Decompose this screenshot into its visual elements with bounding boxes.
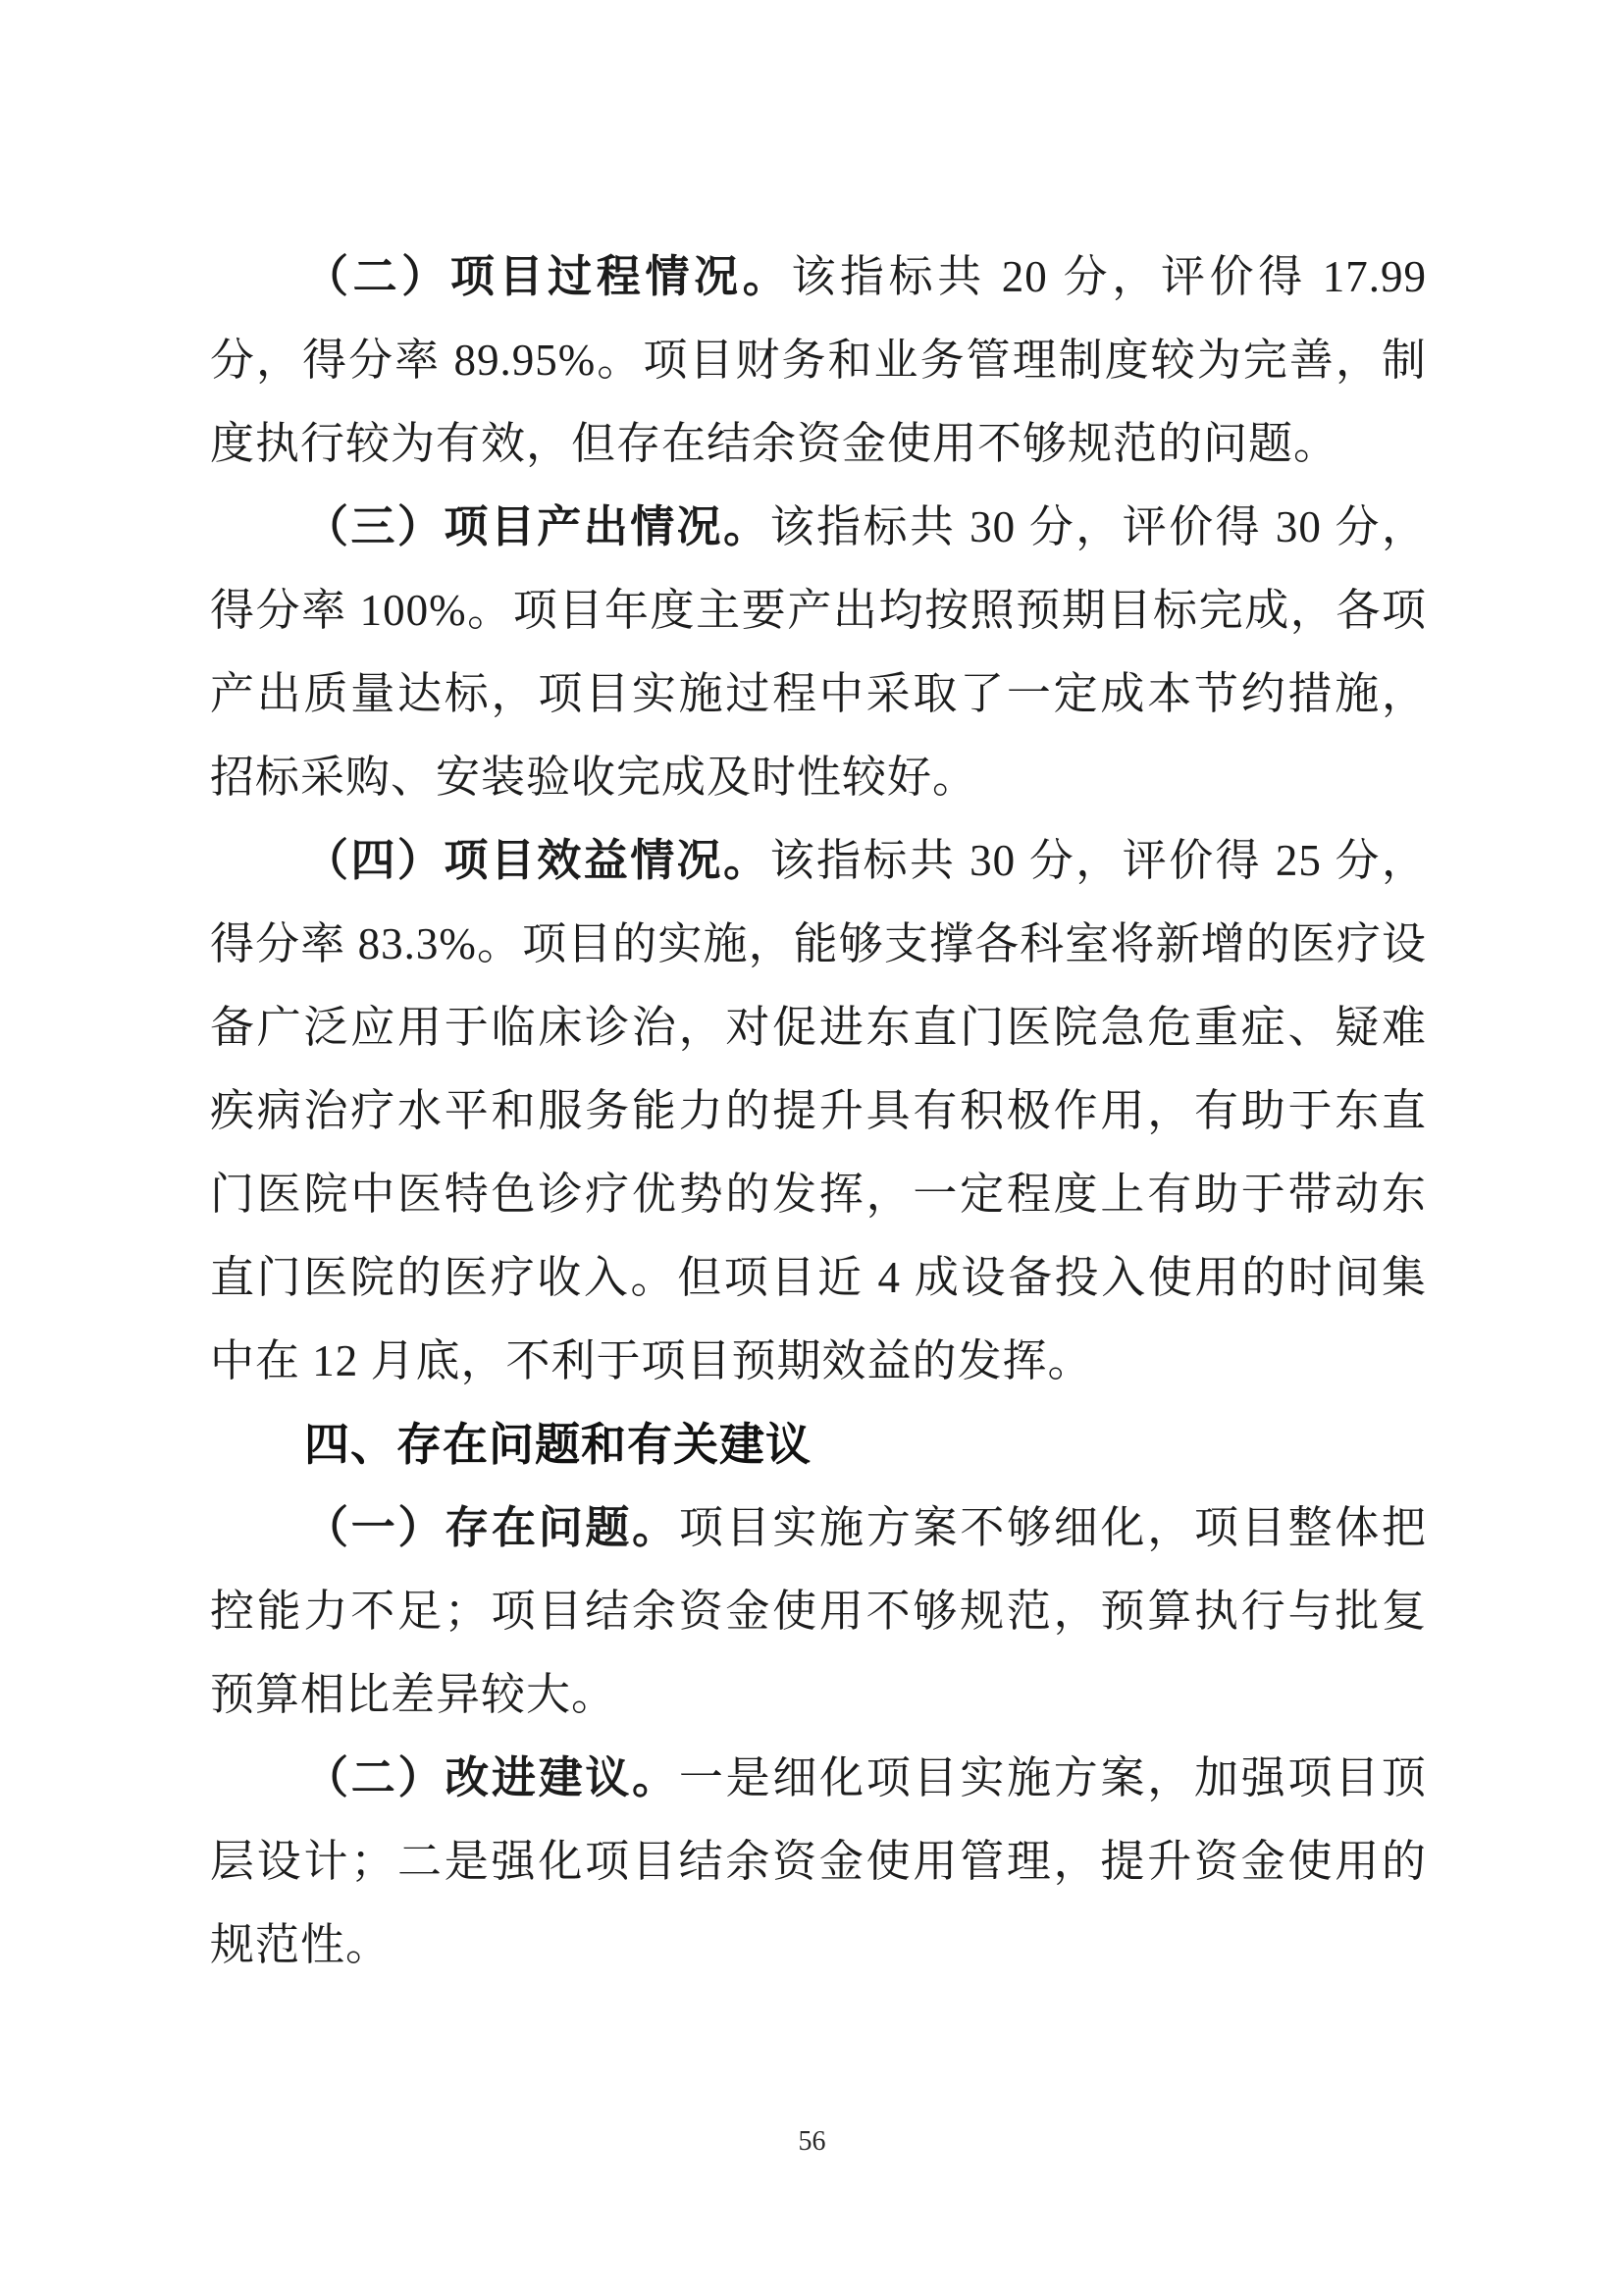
- paragraph-existing-problems: [210, 1487, 1427, 1737]
- paragraph-body-project-process: 该指标共 20 分，评价得 17.99 分，得分率 89.95%。项目财务和业务管理制度较为完善，制度执行较为有效，但存在结余资金使用不够规范的问题。: [210, 252, 1427, 468]
- paragraph-lead-improvement-suggestions: （二）改进建议。: [304, 1753, 679, 1802]
- paragraph-lead-project-benefit: （四）项目效益情况。: [304, 836, 770, 885]
- paragraph-body-project-output: 该指标共 30 分，评价得 30 分，得分率 100%。项目年度主要产出均按照预期目标完成，各项产出质量达标，项目实施过程中采取了一定成本节约措施，招标采购、安装验收完成及时性较好。: [210, 502, 1427, 802]
- paragraph-project-benefit: [210, 819, 1427, 1403]
- paragraph-project-output: [210, 486, 1427, 819]
- paragraph-improvement-suggestions: [210, 1737, 1427, 1987]
- document-content: [210, 235, 1427, 1987]
- paragraph-lead-project-output: （三）项目产出情况。: [304, 502, 770, 551]
- paragraph-lead-project-process: （二）项目过程情况。: [304, 252, 792, 301]
- page-number: 56: [798, 2126, 826, 2157]
- paragraph-body-project-benefit: 该指标共 30 分，评价得 25 分，得分率 83.3%。项目的实施，能够支撑各科室将新增的医疗设备广泛应用于临床诊治，对促进东直门医院急危重症、疑难疾病治疗水平和服务能力的提升具有积极作用，有助于东直门医院中医特色诊疗优势的发挥，一定程度上有助于带动东直门医院的医疗收入。但项目近 4 成设备投入使用的时间集中在 12 月底，不利于项目预期效益的发挥。: [210, 836, 1427, 1385]
- paragraph-body-improvement-suggestions: 一是细化项目实施方案，加强项目顶层设计；二是强化项目结余资金使用管理，提升资金使用的规范性。: [210, 1753, 1427, 1969]
- section-heading-problems-suggestions: 四、存在问题和有关建议: [304, 1419, 812, 1470]
- paragraph-project-process: [210, 235, 1427, 486]
- paragraph-lead-existing-problems: （一）存在问题。: [304, 1503, 679, 1552]
- paragraph-body-existing-problems: 项目实施方案不够细化，项目整体把控能力不足；项目结余资金使用不够规范，预算执行与批复预算相比差异较大。: [210, 1503, 1427, 1719]
